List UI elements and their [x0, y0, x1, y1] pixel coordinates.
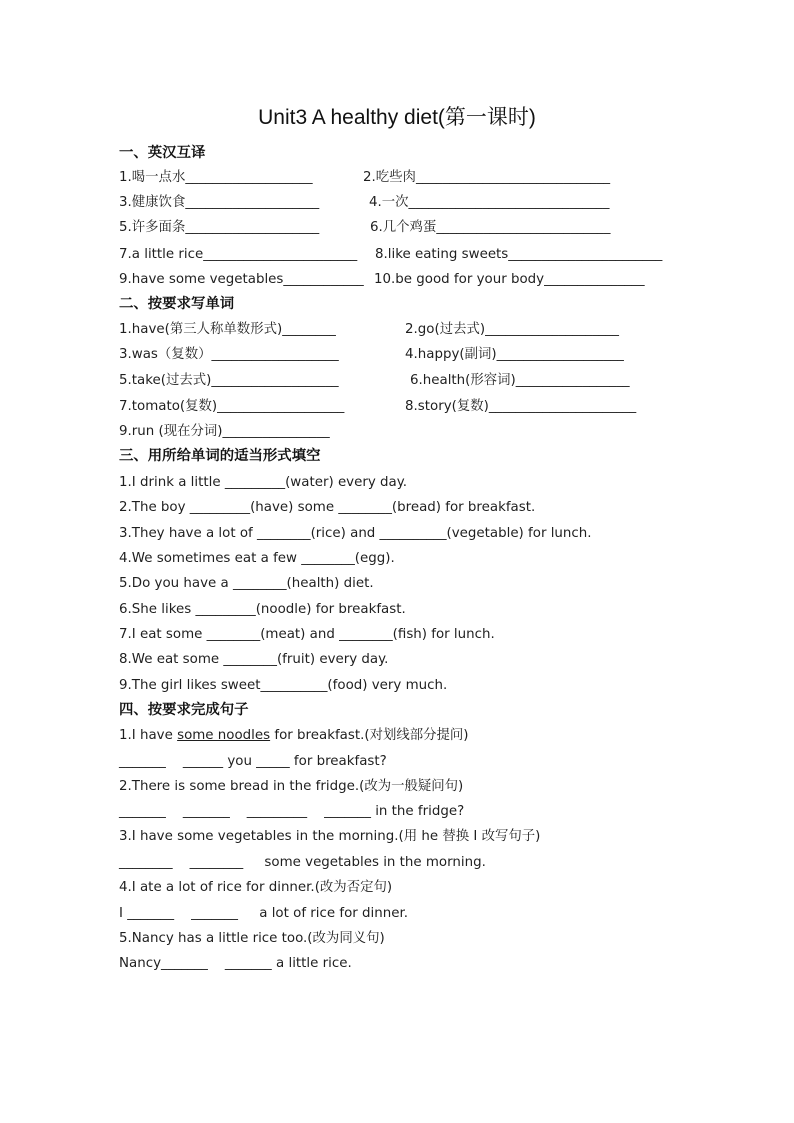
section2-item: 2.go(过去式)____________________: [405, 322, 619, 337]
section2-item: 7.tomato(复数)___________________: [119, 399, 345, 414]
section3-item: 4.We sometimes eat a few ________(egg).: [119, 551, 395, 566]
section2-item: 9.run (现在分词)________________: [119, 424, 330, 439]
section1-item: 5.许多面条____________________: [119, 220, 320, 235]
underlined-phrase: some noodles: [177, 728, 271, 743]
section3-item: 2.The boy _________(have) some ________(bread) for breakfast.: [119, 500, 536, 515]
section4-answer-1: _______ ______ you _____ for breakfast?: [119, 754, 387, 769]
section2-item: 6.health(形容词)_________________: [410, 373, 630, 388]
section4-question-4: 4.I ate a lot of rice for dinner.(改为否定句): [119, 880, 393, 895]
section2-row: [119, 344, 624, 366]
section1-row: [119, 244, 663, 266]
section3-item: 7.I eat some ________(meat) and ________(fish) for lunch.: [119, 627, 495, 642]
section1-item: 2.吃些肉_____________________________: [363, 170, 611, 185]
section4-question-1: [119, 725, 469, 747]
section2-item: 4.happy(副词)___________________: [405, 347, 624, 362]
section2-row: [119, 396, 637, 418]
section4-answer-5: Nancy_______ _______ a little rice.: [119, 956, 352, 971]
section4-question-5: 5.Nancy has a little rice too.(改为同义句): [119, 931, 385, 946]
section1-item: 7.a little rice_______________________: [119, 247, 358, 262]
question-text: 1.I have: [119, 728, 178, 743]
section2-item: 3.was（复数）___________________: [119, 347, 339, 362]
section1-item: 10.be good for your body_______________: [374, 272, 645, 287]
section1-item: 6.几个鸡蛋__________________________: [370, 220, 611, 235]
section1-row: [119, 269, 645, 291]
section4-question-2: 2.There is some bread in the fridge.(改为一般疑问句): [119, 779, 464, 794]
section1-item: 9.have some vegetables____________: [119, 272, 364, 287]
section2-row: [119, 319, 619, 341]
section3-item: 9.The girl likes sweet__________(food) very much.: [119, 678, 448, 693]
section3-item: 8.We eat some ________(fruit) every day.: [119, 652, 389, 667]
section3-item: 6.She likes _________(noodle) for breakfast.: [119, 602, 406, 617]
section4-answer-3: ________ ________ some vegetables in the morning.: [119, 855, 486, 870]
section1-heading: 一、英汉互译: [119, 145, 206, 161]
section2-item: 8.story(复数)______________________: [405, 399, 637, 414]
question-text: for breakfast.(对划线部分提问): [270, 728, 469, 743]
section2-row: [119, 370, 630, 392]
section2-row: [119, 421, 330, 443]
section1-row: [119, 167, 611, 189]
section3-item: 3.They have a lot of ________(rice) and __________(vegetable) for lunch.: [119, 526, 592, 541]
section4-answer-4: I _______ _______ a lot of rice for dinner.: [119, 906, 409, 921]
section3-item: 5.Do you have a ________(health) diet.: [119, 576, 374, 591]
section2-item: 5.take(过去式)___________________: [119, 373, 339, 388]
section4-heading: 四、按要求完成句子: [119, 702, 249, 718]
section3-heading: 三、用所给单词的适当形式填空: [119, 448, 321, 464]
section1-row: [119, 192, 610, 214]
section1-item: 4.一次______________________________: [369, 195, 610, 210]
section1-row: [119, 217, 611, 239]
section1-item: 3.健康饮食____________________: [119, 195, 320, 210]
section4-answer-2: _______ _______ _________ _______ in the fridge?: [119, 804, 465, 819]
section2-heading: 二、按要求写单词: [119, 296, 235, 312]
section1-item: 8.like eating sweets_______________________: [375, 247, 663, 262]
section3-item: 1.I drink a little _________(water) every day.: [119, 475, 408, 490]
section2-item: 1.have(第三人称单数形式)________: [119, 322, 336, 337]
section4-question-3: 3.I have some vegetables in the morning.(用 he 替换 I 改写句子): [119, 829, 541, 844]
section1-item: 1.喝一点水___________________: [119, 170, 313, 185]
page-title: Unit3 A healthy diet(第一课时): [258, 106, 536, 129]
